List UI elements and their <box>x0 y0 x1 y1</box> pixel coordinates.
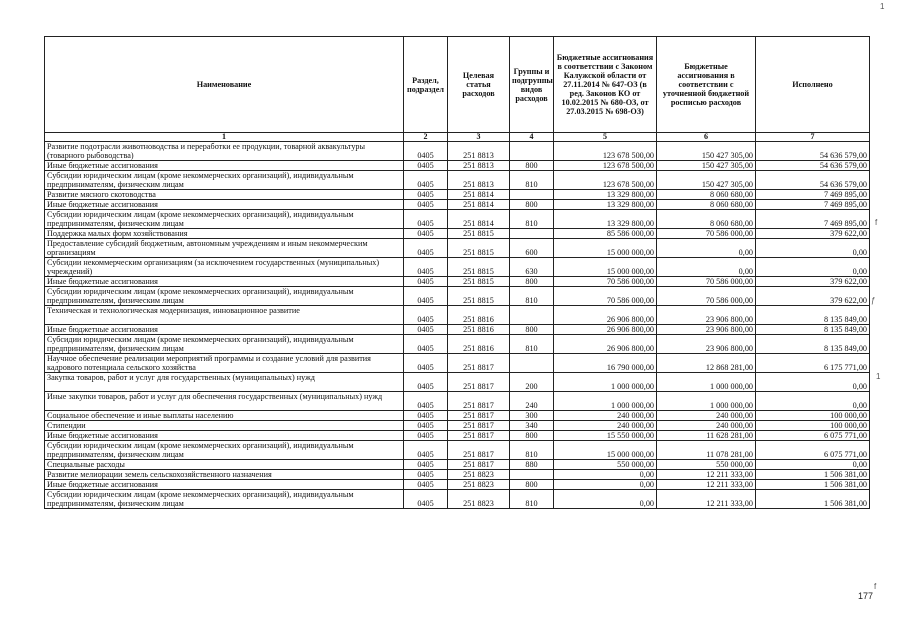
row-law-amount: 0,00 <box>554 480 657 490</box>
row-target-article: 251 8814 <box>448 200 510 210</box>
row-section: 0405 <box>404 229 448 239</box>
row-executed-amount: 54 636 579,00 <box>756 171 870 190</box>
row-expense-group: 810 <box>510 171 554 190</box>
row-section: 0405 <box>404 470 448 480</box>
row-law-amount: 13 329 800,00 <box>554 210 657 229</box>
row-expense-group: 300 <box>510 411 554 421</box>
header-executed: Исполнено <box>756 37 870 133</box>
row-section: 0405 <box>404 287 448 306</box>
row-refined-amount: 12 211 333,00 <box>657 470 756 480</box>
row-name: Иные бюджетные ассигнования <box>45 277 404 287</box>
row-section: 0405 <box>404 411 448 421</box>
header-section: Раздел, подраздел <box>404 37 448 133</box>
row-executed-amount: 0,00 <box>756 392 870 411</box>
margin-mark: f <box>875 218 878 227</box>
row-section: 0405 <box>404 210 448 229</box>
row-refined-amount: 12 868 281,00 <box>657 354 756 373</box>
row-executed-amount: 0,00 <box>756 460 870 470</box>
row-expense-group: 800 <box>510 431 554 441</box>
column-number: 6 <box>657 133 756 142</box>
row-refined-amount: 150 427 305,00 <box>657 161 756 171</box>
row-executed-amount: 379 622,00 <box>756 229 870 239</box>
row-expense-group: 800 <box>510 200 554 210</box>
table-row <box>45 239 870 258</box>
row-target-article: 251 8817 <box>448 460 510 470</box>
row-name: Поддержка малых форм хозяйствования <box>45 229 404 239</box>
row-law-amount: 16 790 000,00 <box>554 354 657 373</box>
row-law-amount: 13 329 800,00 <box>554 190 657 200</box>
row-name: Предоставление субсидий бюджетным, автономным учреждениям и иным некоммерческим организациям <box>45 239 404 258</box>
row-expense-group <box>510 470 554 480</box>
row-refined-amount: 70 586 000,00 <box>657 229 756 239</box>
row-law-amount: 0,00 <box>554 490 657 509</box>
row-section: 0405 <box>404 441 448 460</box>
row-target-article: 251 8823 <box>448 490 510 509</box>
row-expense-group: 810 <box>510 441 554 460</box>
row-refined-amount: 550 000,00 <box>657 460 756 470</box>
row-law-amount: 70 586 000,00 <box>554 287 657 306</box>
row-refined-amount: 23 906 800,00 <box>657 335 756 354</box>
row-target-article: 251 8817 <box>448 354 510 373</box>
row-refined-amount: 0,00 <box>657 239 756 258</box>
column-number: 1 <box>45 133 404 142</box>
row-executed-amount: 100 000,00 <box>756 421 870 431</box>
row-target-article: 251 8813 <box>448 171 510 190</box>
column-number: 4 <box>510 133 554 142</box>
row-section: 0405 <box>404 277 448 287</box>
row-name: Закупка товаров, работ и услуг для государственных (муниципальных) нужд <box>45 373 404 392</box>
row-name: Иные бюджетные ассигнования <box>45 480 404 490</box>
table-row <box>45 229 870 239</box>
row-name: Развитие мясного скотоводства <box>45 190 404 200</box>
row-expense-group: 810 <box>510 287 554 306</box>
row-section: 0405 <box>404 460 448 470</box>
row-executed-amount: 100 000,00 <box>756 411 870 421</box>
row-executed-amount: 7 469 895,00 <box>756 200 870 210</box>
row-target-article: 251 8813 <box>448 142 510 161</box>
row-law-amount: 123 678 500,00 <box>554 142 657 161</box>
row-section: 0405 <box>404 200 448 210</box>
row-executed-amount: 1 506 381,00 <box>756 470 870 480</box>
row-name: Иные бюджетные ассигнования <box>45 431 404 441</box>
row-expense-group: 800 <box>510 480 554 490</box>
row-law-amount: 15 000 000,00 <box>554 239 657 258</box>
row-law-amount: 13 329 800,00 <box>554 200 657 210</box>
row-refined-amount: 8 060 680,00 <box>657 200 756 210</box>
table-row <box>45 460 870 470</box>
table-row <box>45 210 870 229</box>
row-expense-group <box>510 354 554 373</box>
row-refined-amount: 240 000,00 <box>657 411 756 421</box>
row-executed-amount: 54 636 579,00 <box>756 161 870 171</box>
row-law-amount: 123 678 500,00 <box>554 161 657 171</box>
row-target-article: 251 8817 <box>448 411 510 421</box>
row-target-article: 251 8816 <box>448 325 510 335</box>
row-expense-group: 810 <box>510 335 554 354</box>
row-name: Развитие подотрасли животноводства и переработки ее продукции, товарной аквакультуры (товарного рыбоводства) <box>45 142 404 161</box>
row-executed-amount: 379 622,00 <box>756 277 870 287</box>
row-target-article: 251 8823 <box>448 470 510 480</box>
row-refined-amount: 70 586 000,00 <box>657 287 756 306</box>
row-expense-group: 340 <box>510 421 554 431</box>
row-executed-amount: 8 135 849,00 <box>756 335 870 354</box>
row-section: 0405 <box>404 421 448 431</box>
row-section: 0405 <box>404 325 448 335</box>
row-expense-group <box>510 142 554 161</box>
row-refined-amount: 240 000,00 <box>657 421 756 431</box>
column-number: 7 <box>756 133 870 142</box>
row-executed-amount: 8 135 849,00 <box>756 325 870 335</box>
row-target-article: 251 8816 <box>448 335 510 354</box>
table-row <box>45 480 870 490</box>
row-name: Техническая и технологическая модернизация, инновационное развитие <box>45 306 404 325</box>
row-name: Развитие мелиорации земель сельскохозяйственного назначения <box>45 470 404 480</box>
table-row <box>45 373 870 392</box>
row-target-article: 251 8815 <box>448 229 510 239</box>
row-name: Иные бюджетные ассигнования <box>45 200 404 210</box>
row-target-article: 251 8815 <box>448 239 510 258</box>
row-law-amount: 1 000 000,00 <box>554 392 657 411</box>
row-expense-group: 810 <box>510 490 554 509</box>
row-law-amount: 1 000 000,00 <box>554 373 657 392</box>
table-row <box>45 171 870 190</box>
row-refined-amount: 11 078 281,00 <box>657 441 756 460</box>
table-row <box>45 258 870 277</box>
row-name: Субсидии юридическим лицам (кроме некоммерческих организаций), индивидуальным предпринимателям, физическим лицам <box>45 210 404 229</box>
row-law-amount: 15 000 000,00 <box>554 441 657 460</box>
row-expense-group: 800 <box>510 325 554 335</box>
row-section: 0405 <box>404 142 448 161</box>
row-name: Стипендии <box>45 421 404 431</box>
row-expense-group: 880 <box>510 460 554 470</box>
header-law-assignments: Бюджетные ассигнования в соответствии с Законом Калужской области от 27.11.2014 № 647-ОЗ (в ред. Законов КО от 10.02.2015 № 680-ОЗ, от 27.03.2015 № 698-ОЗ) <box>554 37 657 133</box>
row-executed-amount: 1 506 381,00 <box>756 480 870 490</box>
table-row <box>45 421 870 431</box>
row-executed-amount: 0,00 <box>756 373 870 392</box>
row-executed-amount: 7 469 895,00 <box>756 210 870 229</box>
table-row <box>45 431 870 441</box>
row-refined-amount: 150 427 305,00 <box>657 171 756 190</box>
row-target-article: 251 8815 <box>448 287 510 306</box>
row-expense-group: 800 <box>510 277 554 287</box>
row-expense-group <box>510 306 554 325</box>
row-refined-amount: 1 000 000,00 <box>657 392 756 411</box>
row-expense-group: 600 <box>510 239 554 258</box>
header-row <box>45 37 870 133</box>
row-law-amount: 85 586 000,00 <box>554 229 657 239</box>
table-row <box>45 441 870 460</box>
row-name: Субсидии некоммерческим организациям (за исключением государственных (муниципальных) учреждений) <box>45 258 404 277</box>
table-row <box>45 335 870 354</box>
row-expense-group <box>510 229 554 239</box>
row-law-amount: 26 906 800,00 <box>554 335 657 354</box>
row-refined-amount: 8 060 680,00 <box>657 210 756 229</box>
margin-mark: 1 <box>876 372 881 381</box>
row-target-article: 251 8817 <box>448 431 510 441</box>
table-row <box>45 490 870 509</box>
table-body <box>45 142 870 509</box>
row-section: 0405 <box>404 161 448 171</box>
row-refined-amount: 12 211 333,00 <box>657 480 756 490</box>
row-executed-amount: 0,00 <box>756 258 870 277</box>
budget-table <box>44 36 870 509</box>
table-row <box>45 200 870 210</box>
row-section: 0405 <box>404 335 448 354</box>
table-row <box>45 287 870 306</box>
row-law-amount: 26 906 800,00 <box>554 325 657 335</box>
row-executed-amount: 379 622,00 <box>756 287 870 306</box>
row-target-article: 251 8815 <box>448 277 510 287</box>
column-numbers-row <box>45 133 870 142</box>
row-name: Субсидии юридическим лицам (кроме некоммерческих организаций), индивидуальным предпринимателям, физическим лицам <box>45 335 404 354</box>
row-section: 0405 <box>404 306 448 325</box>
row-expense-group: 800 <box>510 161 554 171</box>
row-executed-amount: 8 135 849,00 <box>756 306 870 325</box>
row-name: Субсидии юридическим лицам (кроме некоммерческих организаций), индивидуальным предпринимателям, физическим лицам <box>45 441 404 460</box>
row-section: 0405 <box>404 258 448 277</box>
row-name: Субсидии юридическим лицам (кроме некоммерческих организаций), индивидуальным предпринимателям, физическим лицам <box>45 490 404 509</box>
table-row <box>45 411 870 421</box>
row-law-amount: 0,00 <box>554 470 657 480</box>
row-name: Научное обеспечение реализации мероприятий программы и создание условий для развития кадрового потенциала сельского хозяйства <box>45 354 404 373</box>
row-expense-group <box>510 190 554 200</box>
row-executed-amount: 1 506 381,00 <box>756 490 870 509</box>
row-executed-amount: 6 175 771,00 <box>756 354 870 373</box>
row-section: 0405 <box>404 490 448 509</box>
row-target-article: 251 8817 <box>448 421 510 431</box>
row-target-article: 251 8813 <box>448 161 510 171</box>
row-executed-amount: 7 469 895,00 <box>756 190 870 200</box>
row-section: 0405 <box>404 480 448 490</box>
row-law-amount: 15 550 000,00 <box>554 431 657 441</box>
row-name: Иные бюджетные ассигнования <box>45 325 404 335</box>
table-row <box>45 354 870 373</box>
row-expense-group: 810 <box>510 210 554 229</box>
row-expense-group: 200 <box>510 373 554 392</box>
margin-mark: 1 <box>880 2 885 11</box>
row-refined-amount: 150 427 305,00 <box>657 142 756 161</box>
header-refined-assignments: Бюджетные ассигнования в соответствии с уточненной бюджетной росписью расходов <box>657 37 756 133</box>
row-target-article: 251 8823 <box>448 480 510 490</box>
row-executed-amount: 6 075 771,00 <box>756 431 870 441</box>
row-target-article: 251 8814 <box>448 210 510 229</box>
row-refined-amount: 23 906 800,00 <box>657 325 756 335</box>
row-law-amount: 26 906 800,00 <box>554 306 657 325</box>
row-target-article: 251 8815 <box>448 258 510 277</box>
row-section: 0405 <box>404 190 448 200</box>
row-law-amount: 15 000 000,00 <box>554 258 657 277</box>
row-target-article: 251 8817 <box>448 441 510 460</box>
page-number: 177 <box>858 591 874 601</box>
row-refined-amount: 12 211 333,00 <box>657 490 756 509</box>
table-row <box>45 161 870 171</box>
column-number: 3 <box>448 133 510 142</box>
row-section: 0405 <box>404 392 448 411</box>
row-refined-amount: 1 000 000,00 <box>657 373 756 392</box>
row-name: Субсидии юридическим лицам (кроме некоммерческих организаций), индивидуальным предпринимателям, физическим лицам <box>45 171 404 190</box>
table-row <box>45 277 870 287</box>
row-law-amount: 550 000,00 <box>554 460 657 470</box>
row-refined-amount: 11 628 281,00 <box>657 431 756 441</box>
table-row <box>45 190 870 200</box>
column-number: 5 <box>554 133 657 142</box>
row-name: Социальное обеспечение и иные выплаты населению <box>45 411 404 421</box>
row-target-article: 251 8817 <box>448 373 510 392</box>
row-refined-amount: 23 906 800,00 <box>657 306 756 325</box>
row-expense-group: 240 <box>510 392 554 411</box>
row-section: 0405 <box>404 239 448 258</box>
row-section: 0405 <box>404 431 448 441</box>
row-target-article: 251 8814 <box>448 190 510 200</box>
row-law-amount: 240 000,00 <box>554 421 657 431</box>
row-refined-amount: 0,00 <box>657 258 756 277</box>
header-groups: Группы и подгруппы видов расходов <box>510 37 554 133</box>
row-refined-amount: 8 060 680,00 <box>657 190 756 200</box>
row-executed-amount: 0,00 <box>756 239 870 258</box>
row-name: Иные бюджетные ассигнования <box>45 161 404 171</box>
row-law-amount: 70 586 000,00 <box>554 277 657 287</box>
row-name: Специальные расходы <box>45 460 404 470</box>
row-section: 0405 <box>404 354 448 373</box>
row-target-article: 251 8817 <box>448 392 510 411</box>
row-expense-group: 630 <box>510 258 554 277</box>
row-section: 0405 <box>404 171 448 190</box>
column-number: 2 <box>404 133 448 142</box>
row-target-article: 251 8816 <box>448 306 510 325</box>
header-target: Целевая статья расходов <box>448 37 510 133</box>
table-row <box>45 325 870 335</box>
row-law-amount: 123 678 500,00 <box>554 171 657 190</box>
row-name: Иные закупки товаров, работ и услуг для обеспечения государственных (муниципальных) нужд <box>45 392 404 411</box>
row-executed-amount: 6 075 771,00 <box>756 441 870 460</box>
margin-mark: ƒ <box>871 296 876 305</box>
row-refined-amount: 70 586 000,00 <box>657 277 756 287</box>
table-row <box>45 392 870 411</box>
table-row <box>45 142 870 161</box>
margin-mark: f <box>874 582 877 591</box>
table-row <box>45 306 870 325</box>
row-name: Субсидии юридическим лицам (кроме некоммерческих организаций), индивидуальным предпринимателям, физическим лицам <box>45 287 404 306</box>
row-executed-amount: 54 636 579,00 <box>756 142 870 161</box>
table-row <box>45 470 870 480</box>
header-name: Наименование <box>45 37 404 133</box>
row-section: 0405 <box>404 373 448 392</box>
row-law-amount: 240 000,00 <box>554 411 657 421</box>
